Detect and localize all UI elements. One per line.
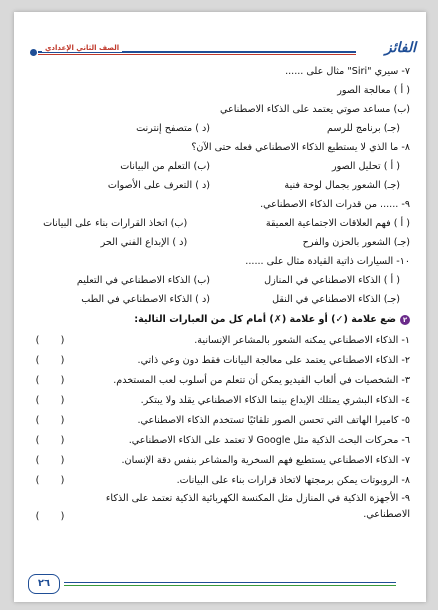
page-header [24, 42, 416, 62]
answer-box[interactable]: ( ) [35, 375, 65, 386]
page-number: ٢٦ [28, 574, 60, 594]
statement-text: ٦- محركات البحث الذكية مثل Google لا تعتمد على الذكاء الاصطناعي. [128, 435, 410, 446]
statement-text: ٣- الشخصيات في ألعاب الفيديو يمكن أن تتعلم من أسلوب لعب المستخدم. [113, 375, 410, 386]
statement-7 [30, 451, 410, 471]
statement-text: ٧- الذكاء الاصطناعي يستطيع فهم السخرية والمشاعر بنفس دقة الإنسان. [121, 455, 410, 466]
q9-option-c[interactable]: (جـ) الشعور بالحزن والفرح [302, 237, 410, 248]
q9-option-a[interactable]: ( أ ) فهم العلاقات الاجتماعية العميقة [265, 218, 410, 229]
q8-option-a[interactable]: ( أ ) تحليل الصور [331, 161, 400, 172]
q10-option-a[interactable]: ( أ ) الذكاء الاصطناعي في المنازل [264, 275, 400, 286]
answer-box[interactable]: ( ) [35, 475, 65, 486]
q9-option-d[interactable]: (د ) الإبداع الفني الحر [100, 237, 188, 248]
q10-options-row-2 [30, 290, 410, 309]
publisher-logo: الفائز [384, 40, 416, 56]
q8-options-row-1 [30, 157, 410, 176]
section-number-badge: ٢ [400, 315, 410, 325]
answer-box[interactable]: ( ) [35, 435, 65, 446]
grade-label: الصف الثاني الإعدادي [42, 44, 122, 52]
q10-option-b[interactable]: (ب) الذكاء الاصطناعي في التعليم [76, 275, 210, 286]
q10-options-row-1 [30, 271, 410, 290]
q9-options-row-2 [30, 233, 410, 252]
statement-text: ٢- الذكاء الاصطناعي يعتمد على معالجة البيانات فقط دون وعي ذاتي. [137, 355, 410, 366]
q9-option-b[interactable]: (ب) اتخاذ القرارات بناء على البيانات [43, 218, 188, 229]
page-footer [14, 574, 426, 594]
q7-option-d[interactable]: (د ) متصفح إنترنت [136, 123, 210, 134]
statement-text: ٩- الأجهزة الذكية في المنازل مثل المكنسة الكهربائية الذكية تعتمد على الذكاء الاصطناعي. [105, 493, 410, 520]
statement-6 [30, 431, 410, 451]
q7-option-c[interactable]: (جـ) برنامج للرسم [326, 123, 400, 134]
statement-text: ٤- الذكاء البشري يمتلك الإبداع بينما الذكاء الاصطناعي يقلد ولا يبتكر. [140, 395, 410, 406]
footer-rule-blue [64, 582, 396, 583]
answer-box[interactable]: ( ) [35, 455, 65, 466]
header-dot [30, 49, 37, 56]
q10-option-c[interactable]: (جـ) الذكاء الاصطناعي في النقل [272, 294, 400, 305]
answer-box[interactable]: ( ) [35, 335, 65, 346]
answer-box[interactable]: ( ) [35, 415, 65, 426]
questions-content [30, 62, 410, 525]
q8-options-row-2 [30, 176, 410, 195]
header-rule-red [38, 54, 356, 55]
statement-3 [30, 371, 410, 391]
question-7: ٧- سيري "Siri" مثال على ...... [285, 66, 410, 77]
q8-option-d[interactable]: (د ) التعرف على الأصوات [107, 180, 210, 191]
q8-option-c[interactable]: (جـ) الشعور بجمال لوحة فنية [284, 180, 400, 191]
statement-8 [30, 471, 410, 491]
q7-option-a[interactable]: ( أ ) معالجة الصور [337, 85, 410, 96]
q10-option-d[interactable]: (د ) الذكاء الاصطناعي في الطب [81, 294, 210, 305]
q7-option-b[interactable]: (ب) مساعد صوتي يعتمد على الذكاء الاصطناعي [220, 104, 410, 115]
statement-text: ٥- كاميرا الهاتف التي تحسن الصور تلقائيًا تستخدم الذكاء الاصطناعي. [137, 415, 410, 426]
answer-box[interactable]: ( ) [35, 395, 65, 406]
q8-option-b[interactable]: (ب) التعلم من البيانات [120, 161, 210, 172]
statement-9 [30, 491, 410, 525]
footer-rule-green [64, 585, 396, 586]
q7-options-row [30, 119, 410, 138]
worksheet-page [14, 12, 426, 602]
question-8: ٨- ما الذي لا يستطيع الذكاء الاصطناعي فعله حتى الآن؟ [191, 142, 410, 153]
q9-options-row-1 [30, 214, 410, 233]
answer-box[interactable]: ( ) [35, 355, 65, 366]
section-2-title [30, 309, 410, 331]
question-10: ١٠- السيارات ذاتية القيادة مثال على ...... [245, 256, 410, 267]
statement-5 [30, 411, 410, 431]
statement-1 [30, 331, 410, 351]
statement-text: ١- الذكاء الاصطناعي يمكنه الشعور بالمشاعر الإنسانية. [194, 335, 410, 346]
section-2-instructions: ضع علامة (✓) أو علامة (✗) أمام كل من العبارات التالية: [134, 314, 396, 325]
statement-text: ٨- الروبوتات يمكن برمجتها لاتخاذ قرارات بناء على البيانات. [176, 475, 410, 486]
question-9: ٩- ...... من قدرات الذكاء الاصطناعي. [260, 199, 410, 210]
answer-box[interactable]: ( ) [35, 511, 65, 522]
statement-4 [30, 391, 410, 411]
statement-2 [30, 351, 410, 371]
